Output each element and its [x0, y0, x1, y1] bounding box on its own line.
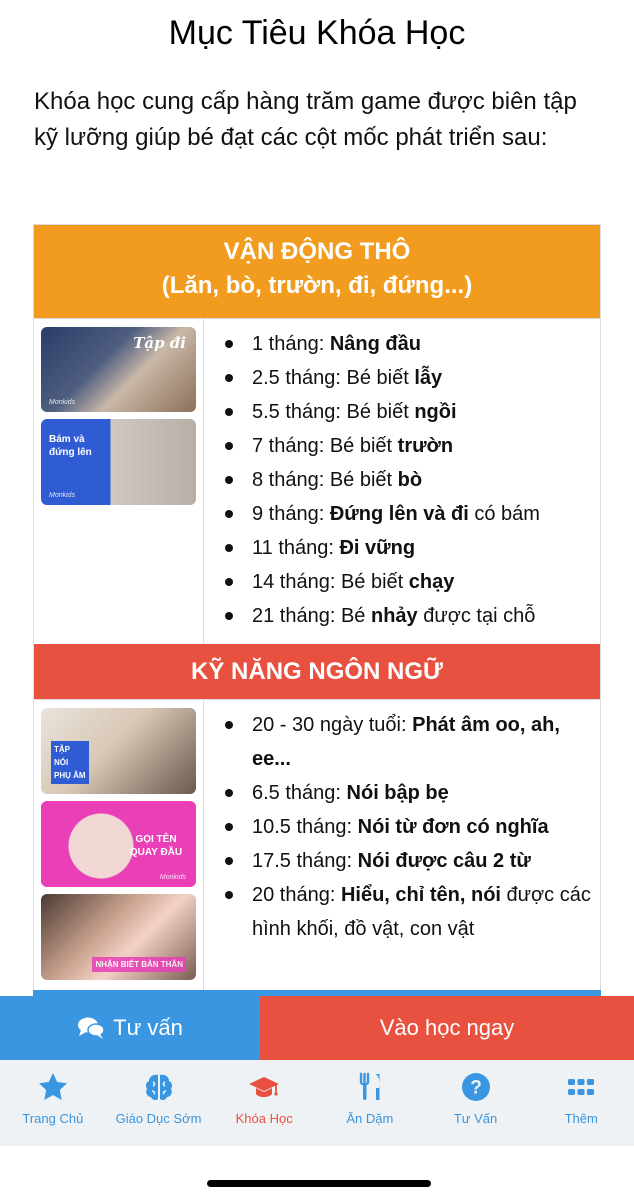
thumbnail-brand: Monkids: [49, 399, 76, 406]
start-learning-label: Vào học ngay: [379, 1015, 515, 1040]
milestone-item: 8 tháng: Bé biết bò: [222, 463, 600, 497]
grid-icon: [565, 1071, 597, 1103]
svg-text:?: ?: [469, 1077, 482, 1099]
utensils-icon: [354, 1071, 386, 1103]
tab-label: Tư Vấn: [453, 1111, 498, 1126]
home-indicator: [207, 1180, 431, 1187]
milestone-table: [33, 224, 601, 991]
video-thumbnail-consonants[interactable]: [41, 708, 196, 794]
video-thumbnail-name-call[interactable]: [41, 801, 196, 887]
tab-consult[interactable]: [423, 1060, 529, 1146]
page-title: Mục Tiêu Khóa Học: [168, 14, 466, 52]
milestone-item: 5.5 tháng: Bé biết ngồi: [222, 395, 600, 429]
milestone-item: 10.5 tháng: Nói từ đơn có nghĩa: [222, 810, 600, 844]
tab-label: Thêm: [564, 1111, 598, 1126]
tab-courses[interactable]: [211, 1060, 317, 1146]
milestone-list: [204, 319, 600, 644]
consult-button[interactable]: [0, 996, 260, 1060]
thumbnail-column: [34, 700, 204, 991]
tab-early-education[interactable]: [106, 1060, 212, 1146]
tab-label: Giáo Dục Sớm: [115, 1111, 202, 1126]
milestone-item: 14 tháng: Bé biết chạy: [222, 565, 600, 599]
thumbnail-label: GỌI TÊN QUAY ĐẦU: [129, 834, 183, 858]
thumbnail-label: Bám và đứng lên: [49, 434, 92, 458]
milestone-item: 2.5 tháng: Bé biết lẫy: [222, 361, 600, 395]
milestone-item: 21 tháng: Bé nhảy được tại chỗ: [222, 599, 600, 633]
milestone-list: [204, 700, 600, 991]
thumbnail-label: Tập đi: [133, 334, 186, 352]
consult-button-label: Tư vấn: [113, 1015, 183, 1040]
thumbnail-label: NHẬN BIẾT BẢN THÂN: [92, 957, 186, 972]
milestone-item: 7 tháng: Bé biết trườn: [222, 429, 600, 463]
section-header-gross-motor: [34, 225, 600, 318]
section-header-language: [34, 644, 600, 699]
chat-bubbles-icon: [77, 1016, 105, 1040]
brain-icon: [143, 1071, 175, 1103]
tab-label: Ăn Dặm: [346, 1111, 394, 1126]
section-title: KỸ NĂNG NGÔN NGỮ: [191, 658, 443, 685]
milestone-item: 9 tháng: Đứng lên và đi có bám: [222, 497, 600, 531]
tab-label: Trang Chủ: [22, 1111, 84, 1126]
graduation-cap-icon: [248, 1071, 280, 1103]
bottom-tab-bar: [0, 1060, 634, 1146]
milestone-item: 6.5 tháng: Nói bập bẹ: [222, 776, 600, 810]
video-thumbnail-walking[interactable]: [41, 327, 196, 412]
section-row-language: [34, 699, 600, 991]
thumbnail-brand: Monkids: [49, 492, 76, 499]
thumbnail-column: [34, 319, 204, 644]
thumbnail-brand: Monkids: [159, 874, 186, 881]
question-circle-icon: [460, 1071, 492, 1103]
milestone-item: 1 tháng: Nâng đầu: [222, 327, 600, 361]
section-title: VẬN ĐỘNG THÔ: [223, 238, 411, 265]
tab-weaning[interactable]: [317, 1060, 423, 1146]
cta-bar: [0, 996, 634, 1060]
section-subtitle: (Lăn, bò, trườn, đi, đứng...): [161, 272, 473, 299]
section-row-gross-motor: [34, 318, 600, 644]
start-learning-button[interactable]: [260, 996, 634, 1060]
video-thumbnail-standing[interactable]: [41, 419, 196, 505]
tab-home[interactable]: [0, 1060, 106, 1146]
video-thumbnail-self-awareness[interactable]: [41, 894, 196, 980]
intro-text: Khóa học cung cấp hàng trăm game được biên tập kỹ lưỡng giúp bé đạt các cột mốc phát triển sau:: [34, 88, 577, 151]
thumbnail-label: TẬP NÓI PHỤ ÂM: [51, 741, 89, 784]
star-icon: [37, 1071, 69, 1103]
milestone-item: 17.5 tháng: Nói được câu 2 từ: [222, 844, 600, 878]
milestone-item: 20 - 30 ngày tuổi: Phát âm oo, ah, ee...: [222, 708, 600, 776]
milestone-item: 20 tháng: Hiểu, chỉ tên, nói được các hình khối, đồ vật, con vật: [222, 878, 600, 946]
tab-label: Khóa Học: [235, 1111, 293, 1126]
tab-more[interactable]: [528, 1060, 634, 1146]
milestone-item: 11 tháng: Đi vững: [222, 531, 600, 565]
